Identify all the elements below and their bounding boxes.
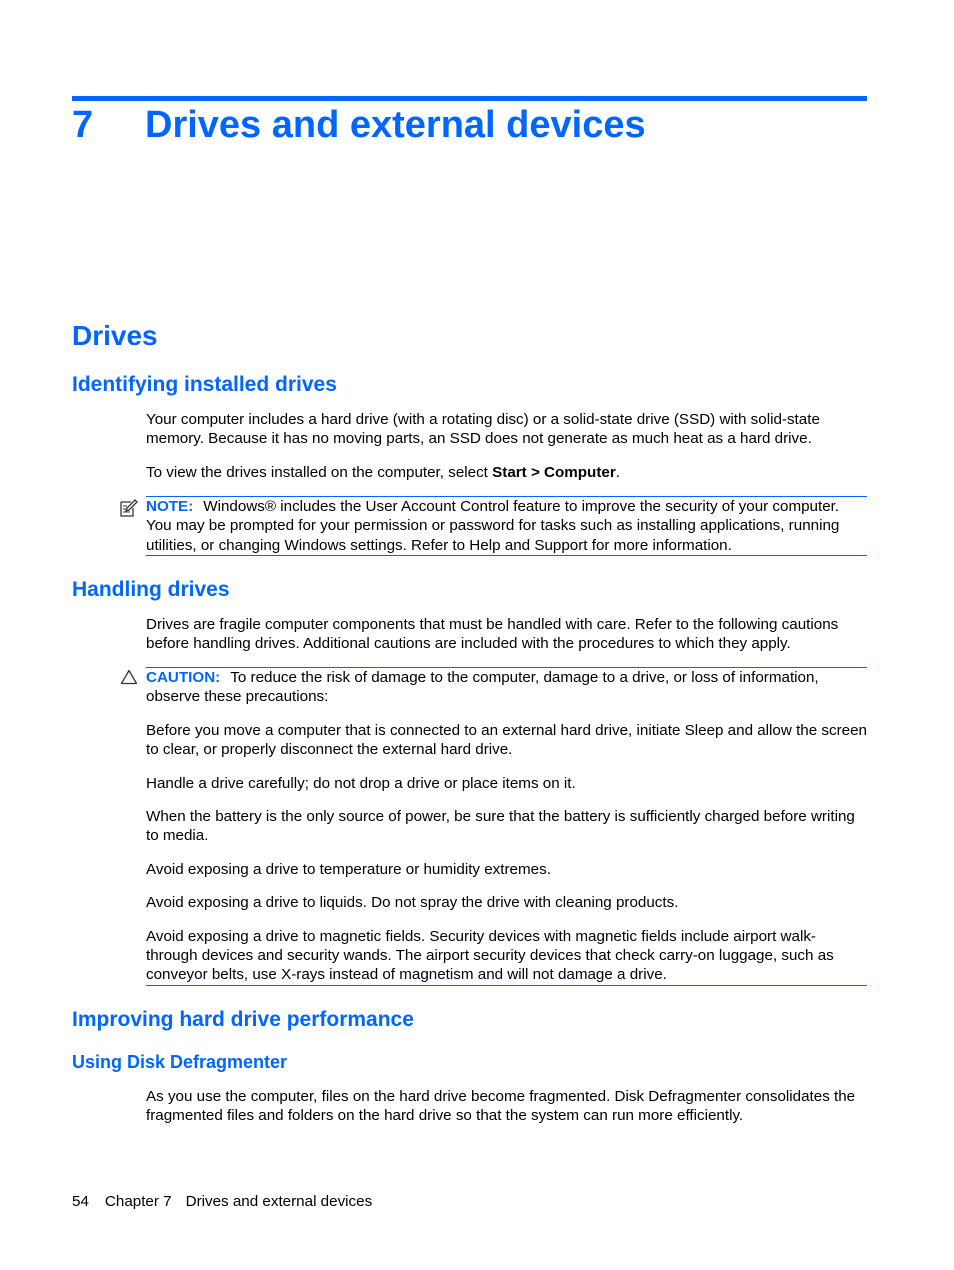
- chapter-number: 7: [72, 104, 94, 146]
- note-icon: [119, 498, 139, 518]
- note-text: [146, 497, 867, 555]
- heading-improving-hard-drive-performance: Improving hard drive performance: [72, 1008, 414, 1031]
- para2-suffix: .: [615, 464, 620, 481]
- identifying-paragraph-1: Your computer includes a hard drive (with a rotating disc) or a solid-state drive (SSD) with solid-state memory. Because it has no moving parts, an SSD does not generate as much heat as a hard drive.: [146, 411, 820, 448]
- start-computer-path: Start > Computer: [492, 464, 616, 481]
- precaution-item: Avoid exposing a drive to magnetic fields. Security devices with magnetic fields include airport walk-through devices and security wands. The airport security devices that check carry-on luggage, such as conveyor belts, use X-rays instead of magnetism and will not damage a drive.: [146, 927, 834, 984]
- page-footer: [72, 1192, 388, 1212]
- note-box: [146, 496, 867, 556]
- caution-label: CAUTION:: [146, 669, 221, 686]
- handling-paragraph-1: Drives are fragile computer components that must be handled with care. Refer to the following cautions before handling drives. Additional cautions are included with the procedures to which they apply.: [146, 616, 839, 653]
- footer-chapter-title: Drives and external devices: [185, 1193, 373, 1210]
- chapter-title: [72, 101, 646, 149]
- note-body: Windows® includes the User Account Control feature to improve the security of your computer. You may be prompted for your permission or password for tasks such as installing applications, running utilities, or changing Windows settings. Refer to Help and Support for more information.: [146, 498, 840, 554]
- caution-body: To reduce the risk of damage to the computer, damage to a drive, or loss of information, observe these precautions:: [146, 669, 819, 706]
- chapter-title-text: Drives and external devices: [145, 104, 646, 146]
- precaution-item: When the battery is the only source of power, be sure that the battery is sufficiently charged before writing to media.: [146, 808, 855, 845]
- caution-triangle-icon: [120, 669, 138, 685]
- precaution-item: Before you move a computer that is connected to an external hard drive, initiate Sleep and allow the screen to clear, or properly disconnect the external hard drive.: [146, 721, 867, 759]
- heading-identifying-installed-drives: Identifying installed drives: [72, 373, 337, 396]
- note-label: NOTE:: [146, 498, 194, 515]
- page-number: 54: [72, 1193, 89, 1210]
- para2-prefix: To view the drives installed on the computer, select: [146, 464, 493, 481]
- precaution-item: Handle a drive carefully; do not drop a drive or place items on it.: [146, 774, 576, 792]
- caution-text: [146, 668, 867, 707]
- heading-handling-drives: Handling drives: [72, 578, 230, 601]
- footer-chapter-label: Chapter 7: [104, 1193, 172, 1210]
- defragmenter-paragraph: As you use the computer, files on the hard drive become fragmented. Disk Defragmenter consolidates the fragmented files and folders on the hard drive so that the system can run more efficiently.: [146, 1088, 856, 1125]
- section-heading-drives: Drives: [72, 320, 158, 351]
- precaution-item: Avoid exposing a drive to temperature or humidity extremes.: [146, 860, 551, 878]
- caution-box: [146, 667, 867, 986]
- precaution-item: Avoid exposing a drive to liquids. Do not spray the drive with cleaning products.: [146, 894, 679, 912]
- identifying-paragraph-2: [146, 463, 868, 482]
- heading-using-disk-defragmenter: Using Disk Defragmenter: [72, 1052, 288, 1072]
